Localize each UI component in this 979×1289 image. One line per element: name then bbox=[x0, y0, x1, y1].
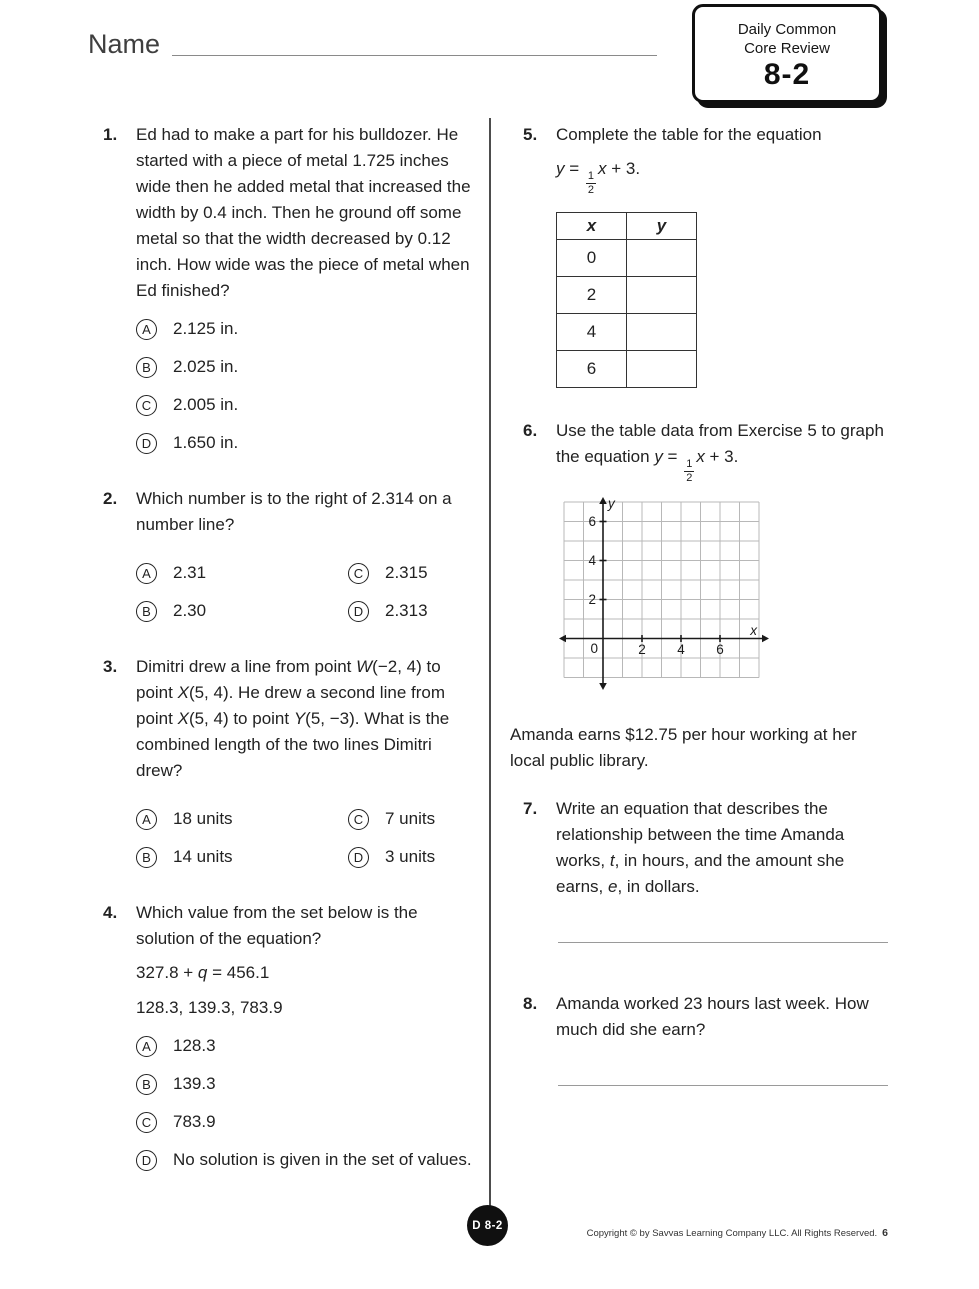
table-row bbox=[557, 240, 697, 277]
origin-label: 0 bbox=[590, 641, 598, 657]
x-axis-label: x bbox=[750, 623, 757, 639]
column-divider bbox=[489, 118, 491, 1210]
table-header-x: x bbox=[557, 213, 627, 240]
choice-1c[interactable] bbox=[136, 392, 472, 418]
choice-text: 2.025 in. bbox=[173, 357, 239, 376]
question-6-number: 6. bbox=[523, 421, 538, 441]
choice-4b[interactable] bbox=[136, 1071, 472, 1097]
question-2-choices bbox=[136, 548, 472, 624]
choice-text: 2.30 bbox=[173, 601, 207, 620]
word-problem-intro: Amanda earns $12.75 per hour working at her local public library. bbox=[510, 725, 857, 771]
choice-bubble-d[interactable]: D bbox=[348, 847, 369, 868]
choice-3a[interactable] bbox=[136, 806, 348, 832]
choice-3d[interactable] bbox=[348, 844, 472, 870]
y-answer-cell[interactable] bbox=[627, 351, 697, 388]
y-answer-cell[interactable] bbox=[627, 314, 697, 351]
y-answer-cell[interactable] bbox=[627, 240, 697, 277]
name-label: Name bbox=[88, 29, 161, 59]
review-badge bbox=[692, 4, 882, 103]
choice-bubble-c[interactable]: C bbox=[348, 809, 369, 830]
choice-3c[interactable] bbox=[348, 806, 472, 832]
question-5-number: 5. bbox=[523, 125, 538, 144]
table-header-y: y bbox=[627, 213, 697, 240]
choice-text: 18 units bbox=[173, 809, 233, 828]
choice-bubble-c[interactable]: C bbox=[136, 1112, 157, 1133]
x-tick-4: 4 bbox=[677, 642, 685, 658]
choice-text: 3 units bbox=[385, 847, 436, 866]
choice-1a[interactable] bbox=[136, 316, 472, 342]
choice-text: 1.650 in. bbox=[173, 433, 239, 452]
choice-2d[interactable] bbox=[348, 598, 472, 624]
question-8-number: 8. bbox=[523, 994, 538, 1014]
y-tick-2: 2 bbox=[588, 592, 596, 608]
question-6 bbox=[510, 418, 892, 692]
choice-bubble-d[interactable]: D bbox=[136, 433, 157, 454]
x-tick-6: 6 bbox=[716, 642, 724, 658]
choice-bubble-b[interactable]: B bbox=[136, 1074, 157, 1095]
question-4 bbox=[88, 900, 472, 1173]
choice-4d[interactable] bbox=[136, 1147, 472, 1173]
question-7-number: 7. bbox=[523, 799, 538, 819]
choice-4a[interactable] bbox=[136, 1033, 472, 1059]
question-2-number: 2. bbox=[103, 489, 118, 508]
y-axis-label: y bbox=[608, 496, 615, 512]
choice-text: 128.3 bbox=[173, 1036, 216, 1055]
y-tick-6: 6 bbox=[588, 514, 596, 530]
question-4-text: Which value from the set below is the solution of the equation? bbox=[136, 903, 418, 948]
choice-bubble-b[interactable]: B bbox=[136, 601, 157, 622]
left-column bbox=[88, 122, 472, 1203]
question-4-choices bbox=[136, 1033, 472, 1173]
question-8-text: Amanda worked 23 hours last week. How much did she earn? bbox=[556, 994, 869, 1040]
question-1-choices bbox=[136, 316, 472, 456]
x-value-cell: 4 bbox=[557, 314, 627, 351]
choice-bubble-a[interactable]: A bbox=[136, 1036, 157, 1057]
choice-1d[interactable] bbox=[136, 430, 472, 456]
lesson-badge: D 8-2 bbox=[467, 1205, 508, 1246]
choice-text: No solution is given in the set of values. bbox=[173, 1150, 472, 1169]
choice-bubble-d[interactable]: D bbox=[348, 601, 369, 622]
name-blank-line[interactable] bbox=[172, 55, 657, 56]
choice-4c[interactable] bbox=[136, 1109, 472, 1135]
choice-bubble-c[interactable]: C bbox=[136, 395, 157, 416]
copyright-line bbox=[0, 1227, 888, 1240]
choice-text: 7 units bbox=[385, 809, 436, 828]
choice-text: 2.005 in. bbox=[173, 395, 239, 414]
question-3 bbox=[88, 654, 472, 870]
table-row bbox=[557, 277, 697, 314]
y-answer-cell[interactable] bbox=[627, 277, 697, 314]
coordinate-grid[interactable] bbox=[558, 496, 770, 692]
question-3-text: Dimitri drew a line from point W(−2, 4) to point X(5, 4). He drew a second line from point X(5, 4) to point Y(5, −3). What is the combined length of the two lines Dimitri drew? bbox=[136, 657, 450, 780]
badge-title-line1: Daily Common bbox=[737, 21, 837, 38]
fraction: $\frac{1}{2}$ bbox=[587, 169, 594, 196]
choice-text: 139.3 bbox=[173, 1074, 216, 1093]
choice-text: 2.31 bbox=[173, 563, 207, 582]
question-7 bbox=[510, 796, 892, 943]
x-tick-2: 2 bbox=[638, 642, 646, 658]
choice-text: 2.125 in. bbox=[173, 319, 239, 338]
question-1 bbox=[88, 122, 472, 456]
choice-bubble-a[interactable]: A bbox=[136, 563, 157, 584]
question-6-text: Use the table data from Exercise 5 to graph the equation y = $\frac{1}{2}$ x + 3. bbox=[556, 421, 884, 484]
question-7-text: Write an equation that describes the relationship between the time Amanda works, t, in hours, and the amount she earns, e, in dollars. bbox=[556, 799, 845, 897]
answer-blank-q8[interactable] bbox=[558, 1085, 888, 1086]
choice-bubble-d[interactable]: D bbox=[136, 1150, 157, 1171]
right-column bbox=[510, 122, 892, 1116]
choice-2a[interactable] bbox=[136, 560, 348, 586]
question-4-value-set: 128.3, 139.3, 783.9 bbox=[136, 998, 283, 1017]
choice-2c[interactable] bbox=[348, 560, 472, 586]
x-value-cell: 0 bbox=[557, 240, 627, 277]
x-value-cell: 2 bbox=[557, 277, 627, 314]
axis-labels bbox=[588, 496, 758, 657]
name-header bbox=[88, 26, 657, 62]
fraction: $\frac{1}{2}$ bbox=[686, 458, 693, 484]
choice-text: 2.313 bbox=[385, 601, 428, 620]
question-2-text: Which number is to the right of 2.314 on a number line? bbox=[136, 489, 452, 534]
question-5-text: Complete the table for the equation bbox=[556, 125, 822, 144]
answer-blank-q7[interactable] bbox=[558, 942, 888, 943]
copyright-text: Copyright © by Savvas Learning Company LLC. All Rights Reserved. bbox=[586, 1228, 878, 1239]
choice-text: 2.315 bbox=[385, 563, 428, 582]
question-1-text: Ed had to make a part for his bulldozer. He started with a piece of metal 1.725 inches wide then he added metal that increased the width by 0.4 inch. Then he ground off some metal so that the width decreased by 0.12 inch. How wide was the piece of metal when Ed finished? bbox=[136, 125, 471, 300]
badge-lesson-code: 8-2 bbox=[763, 58, 811, 91]
choice-bubble-a[interactable]: A bbox=[136, 319, 157, 340]
question-5 bbox=[510, 122, 892, 388]
y-tick-4: 4 bbox=[588, 553, 596, 569]
question-5-equation: y = $\frac{1}{2}$ x + 3. bbox=[556, 159, 641, 196]
question-3-number: 3. bbox=[103, 657, 118, 676]
x-value-cell: 6 bbox=[557, 351, 627, 388]
choice-bubble-a[interactable]: A bbox=[136, 809, 157, 830]
badge-title-line2: Core Review bbox=[744, 40, 830, 57]
table-row bbox=[557, 314, 697, 351]
choice-bubble-b[interactable]: B bbox=[136, 357, 157, 378]
choice-bubble-b[interactable]: B bbox=[136, 847, 157, 868]
question-4-equation: 327.8 + q = 456.1 bbox=[136, 963, 270, 982]
table-row bbox=[557, 351, 697, 388]
question-2 bbox=[88, 486, 472, 624]
question-4-number: 4. bbox=[103, 903, 118, 922]
question-3-choices bbox=[136, 794, 472, 870]
question-8 bbox=[510, 991, 892, 1086]
choice-bubble-c[interactable]: C bbox=[348, 563, 369, 584]
choice-1b[interactable] bbox=[136, 354, 472, 380]
choice-text: 783.9 bbox=[173, 1112, 216, 1131]
page-number: 6 bbox=[882, 1227, 888, 1239]
question-1-number: 1. bbox=[103, 125, 118, 144]
choice-2b[interactable] bbox=[136, 598, 348, 624]
choice-3b[interactable] bbox=[136, 844, 348, 870]
equation-table bbox=[556, 212, 697, 388]
choice-text: 14 units bbox=[173, 847, 233, 866]
